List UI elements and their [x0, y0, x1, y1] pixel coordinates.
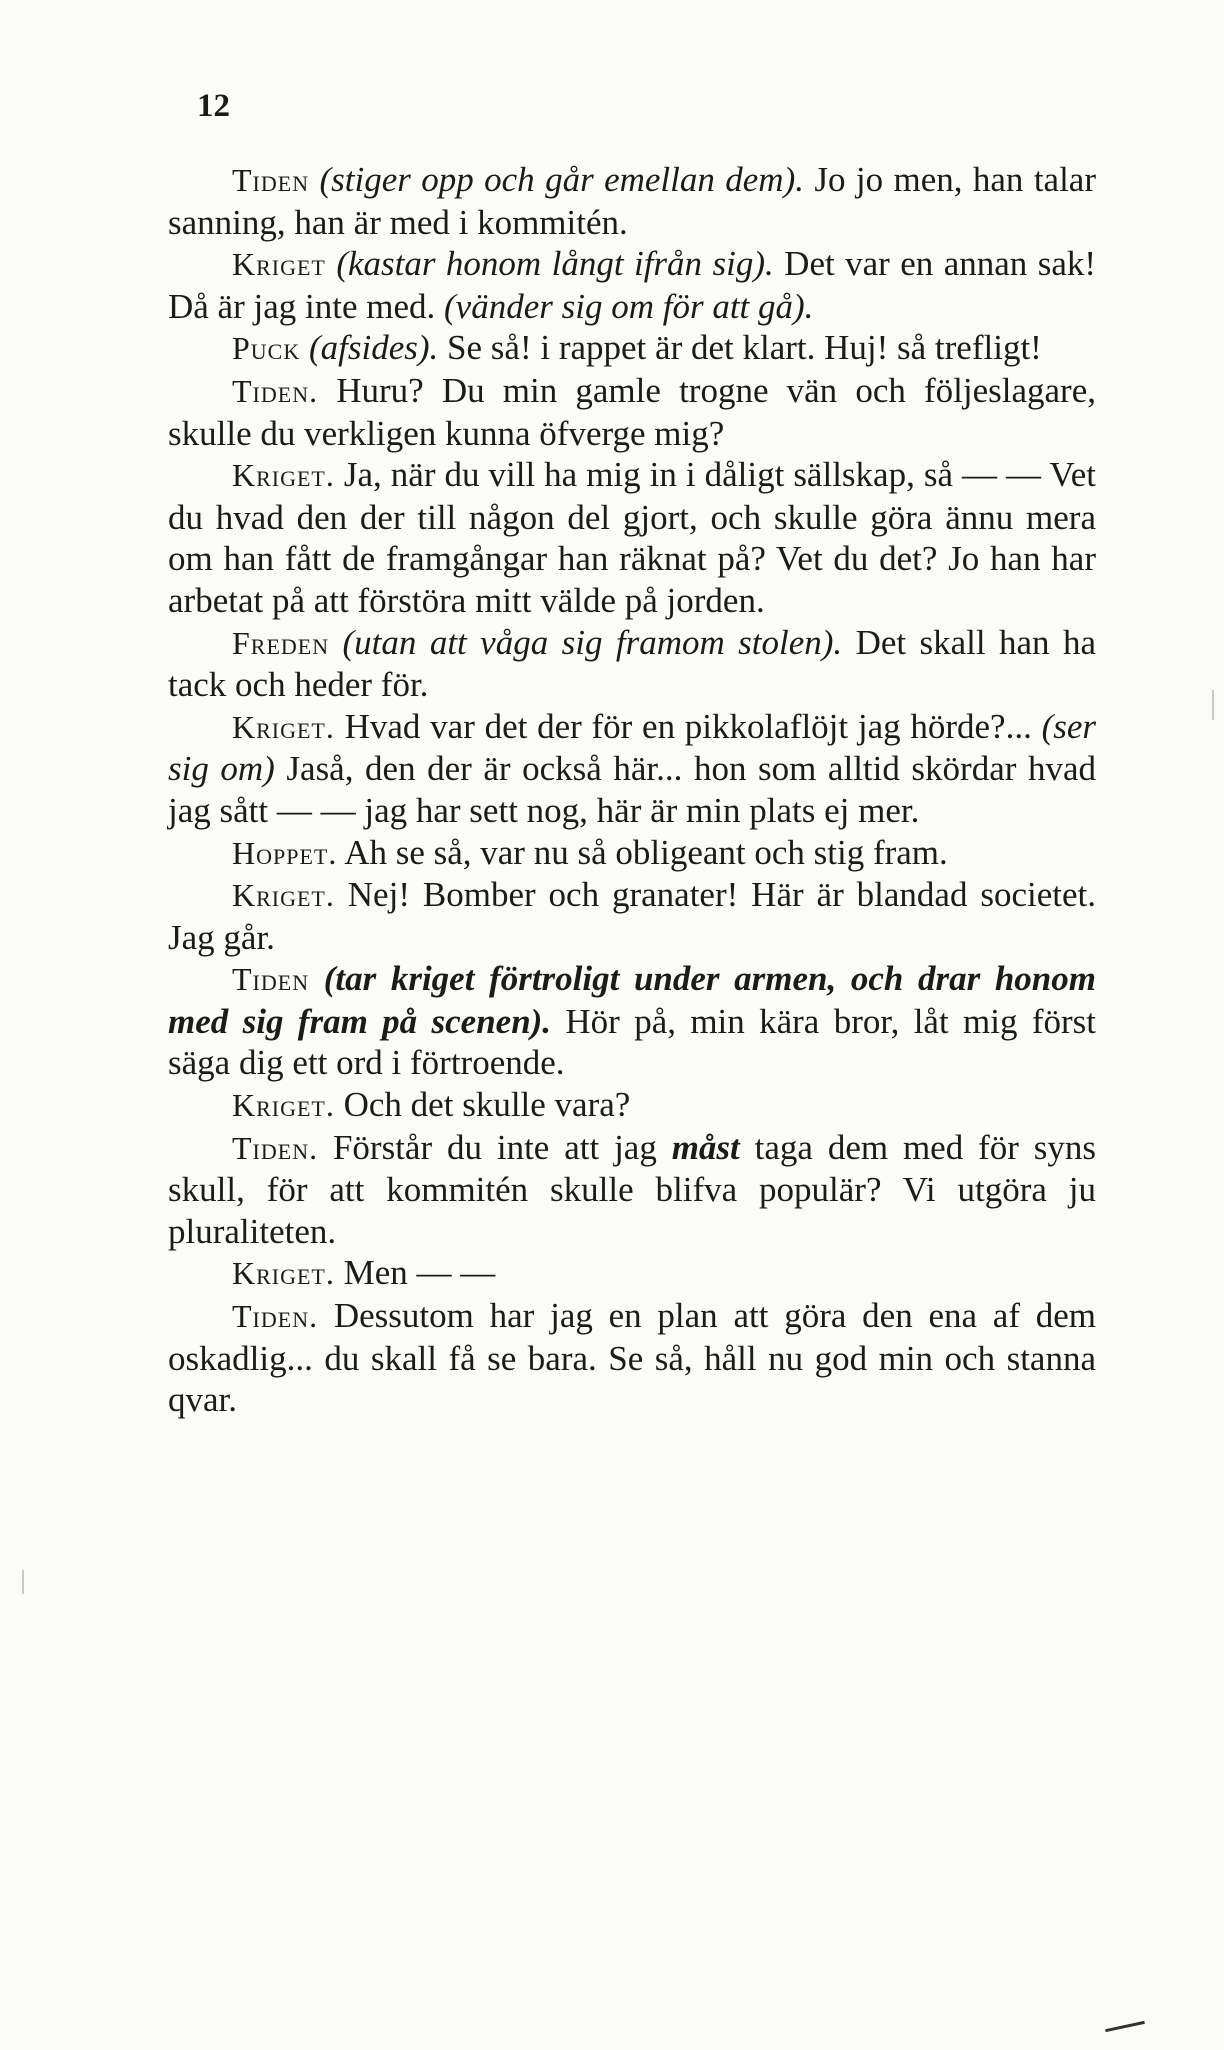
dialogue-text: Men — — [343, 1253, 496, 1293]
page-corner-mark [1105, 2021, 1145, 2032]
dialogue-paragraph [168, 454, 1096, 621]
stage-direction: (kastar honom långt ifrån sig). [336, 244, 774, 284]
dialogue-paragraph [168, 874, 1096, 958]
dialogue-paragraph [168, 1127, 1096, 1253]
dialogue-paragraph [168, 1295, 1096, 1421]
dialogue-text: Ja, när du vill ha mig in i dåligt sällskap, så — — Vet du hvad den der till någon del gjort, och skulle göra ännu mera om han fått de framgångar han räknat på? Vet du det? Jo han har arbetat på att förstöra mitt välde på jorden. [168, 455, 1097, 620]
stage-direction: (afsides). [309, 328, 439, 368]
stage-direction: (ser sig om) [168, 706, 1096, 789]
right-edge-mark [1212, 690, 1214, 720]
stage-direction: (vänder sig om för att gå). [444, 286, 814, 326]
stage-direction: måst [671, 1127, 740, 1167]
left-edge-mark [22, 1570, 24, 1594]
dialogue-text: Det skall han ha tack och heder för. [168, 622, 1096, 705]
dialogue-paragraph [168, 159, 1096, 243]
dialogue-text: Jo jo men, han talar sanning, han är med i kommitén. [168, 160, 1096, 242]
dialogue-paragraph [168, 1252, 1096, 1295]
dialogue-paragraph [168, 370, 1096, 454]
dialogue-text: taga dem med för syns skull, för att kommitén skulle blifva populär? Vi utgöra ju pluraliteten. [168, 1127, 1096, 1251]
speaker-name: Tiden. [232, 1129, 319, 1166]
dialogue-text: Förstår du inte att jag [332, 1127, 672, 1167]
dialogue-text: Och det skulle vara? [343, 1085, 631, 1125]
speaker-name: Tiden. [232, 1298, 319, 1335]
speaker-name: Tiden. [232, 372, 319, 409]
dialogue-text: Ah se så, var nu så obligeant och stig fram. [344, 832, 948, 872]
dialogue-text: Det var en annan sak! Då är jag inte med. [168, 244, 1097, 326]
speaker-name: Kriget. [232, 708, 335, 745]
dialogue-paragraph [168, 243, 1096, 327]
dialogue-paragraph [168, 958, 1096, 1084]
page-number: 12 [197, 88, 230, 124]
dialogue-paragraph [168, 622, 1096, 706]
dialogue-text: Se så! i rappet är det klart. Huj! så trefligt! [438, 328, 1042, 368]
stage-direction: (tar kriget förtroligt under armen, och drar honom med sig fram på scenen). [168, 959, 1096, 1041]
speaker-name: Freden [232, 624, 330, 661]
dialogue-paragraph [168, 706, 1096, 832]
dialogue-text: Jaså, den der är också här... hon som alltid skördar hvad jag sått — — jag har sett nog, här är min plats ej mer. [168, 749, 1096, 830]
speaker-name: Puck [232, 330, 301, 367]
speaker-name: Tiden [232, 162, 310, 198]
dialogue-text: Huru? Du min gamle trogne vän och följeslagare, skulle du verkligen kunna öfverge mig? [168, 370, 1096, 453]
dialogue-text: Hör på, min kära bror, låt mig först säga dig ett ord i förtroende. [168, 1001, 1096, 1083]
speaker-name: Hoppet. [232, 834, 338, 871]
speaker-name: Kriget. [232, 1255, 335, 1292]
speaker-name: Tiden [232, 961, 310, 998]
dialogue-paragraph [168, 832, 1096, 875]
dialogue-paragraph [168, 327, 1096, 370]
play-text [168, 159, 1096, 1421]
dialogue-text: Dessutom har jag en plan att göra den ena af dem oskadlig... du skall få se bara. Se så, håll nu god min och stanna qvar. [168, 1296, 1097, 1420]
stage-direction: (utan att våga sig framom stolen). [342, 622, 843, 662]
speaker-name: Kriget. [232, 877, 335, 914]
stage-direction: (stiger opp och går emellan dem). [319, 160, 804, 199]
speaker-name: Kriget. [232, 1087, 335, 1124]
dialogue-text: Nej! Bomber och granater! Här är blandad societet. Jag går. [168, 875, 1096, 957]
speaker-name: Kriget [232, 246, 326, 283]
speaker-name: Kriget. [232, 457, 335, 494]
dialogue-text: Hvad var det der för en pikkolaflöjt jag hörde?... [344, 706, 1042, 746]
dialogue-paragraph [168, 1084, 1096, 1127]
